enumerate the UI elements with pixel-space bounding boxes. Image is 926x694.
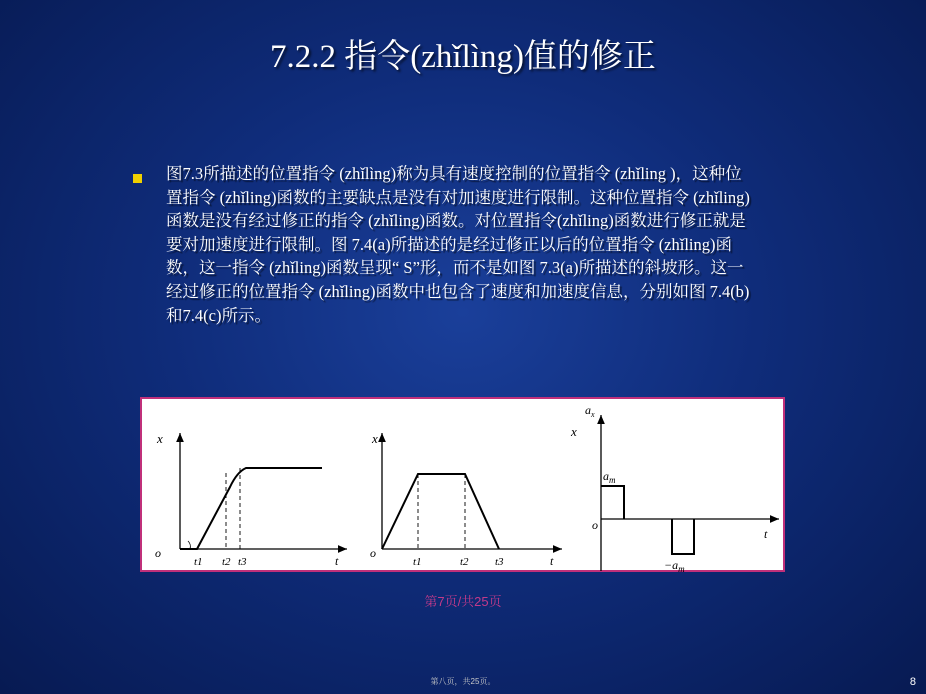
panel-c-top-label: $a_x$ [585, 403, 595, 419]
panel-c-negative-pulse [672, 519, 694, 554]
panel-a-curve [180, 468, 322, 549]
panel-a-x-label: t [335, 554, 339, 568]
panel-a-angle-arc [188, 541, 190, 549]
panel-c-positive-pulse [601, 486, 624, 519]
panel-c-pos-label: $a_m$ [603, 469, 616, 485]
panel-c-x-label: t [764, 527, 768, 541]
panel-b-tick-t2: t2 [460, 556, 469, 568]
bullet-icon [133, 174, 142, 183]
panel-c-neg-label: $-a_m$ [664, 558, 685, 574]
page-indicator: 第7页/共25页 [424, 594, 502, 609]
panel-a [155, 431, 347, 568]
panel-c [570, 403, 779, 574]
panel-a-y-label: x [157, 431, 163, 446]
panel-b-tick-t1: t1 [413, 556, 422, 568]
motion-profile-figure [140, 397, 785, 572]
panel-b-tick-t3: t3 [495, 556, 504, 568]
panel-b-x-label: t [550, 554, 554, 568]
panel-b-curve [382, 474, 499, 549]
slide-number: 8 [909, 676, 916, 688]
panel-a-tick-t2: t2 [222, 556, 231, 568]
slide-title: 7.2.2 指令(zhǐlìng)值的修正 [270, 39, 656, 75]
footer-text: 第八页，共25页。 [430, 677, 496, 686]
panel-a-origin: o [155, 546, 161, 560]
panel-b-y-label: x [372, 431, 378, 446]
body-paragraph: 图7.3所描述的位置指令 (zhǐlìng)称为具有速度控制的位置指令 (zhǐling )，这种位置指令 (zhǐling)函数的主要缺点是没有对加速度进行限制。这种位置指令 (zhǐling)函数是没有经过修正的指令 (zhǐling)函数。对位置指令(zhǐling)函数进行修正就是要对加速度进行限制。图 7.4(a)所描述的是经过修正以后的位置指令 (zhǐling)函数，这一指令 (zhǐling)函数呈现“ S”形，而不是如图 7.3(a)所描述的斜坡形。这一经过修正的位置指令 (zhǐling)函数中也包含了速度和加速度信息，分别如图 7.4(b)和7.4(c)所示。 [166, 164, 750, 325]
panel-a-tick-t1: t1 [194, 556, 203, 568]
panel-b [370, 431, 562, 568]
panel-c-origin: o [592, 518, 598, 532]
panel-c-y-label: x [571, 424, 577, 439]
panel-b-origin: o [370, 546, 376, 560]
panel-a-tick-t3: t3 [238, 556, 247, 568]
figure-svg [142, 399, 787, 574]
